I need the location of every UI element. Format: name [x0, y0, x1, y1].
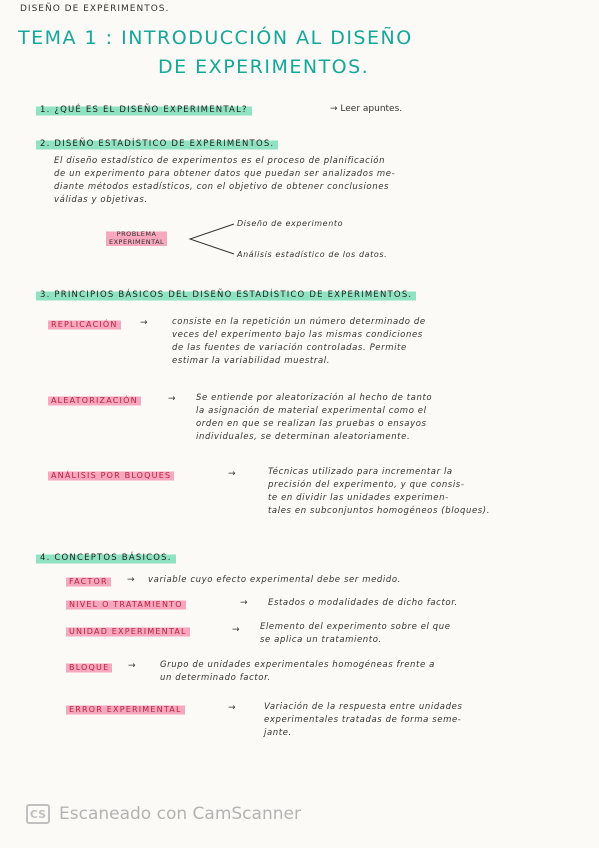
definition-line: precisión del experimento, y que consis- — [268, 480, 465, 490]
definition-line: Elemento del experimento sobre el que — [260, 622, 451, 632]
definition-line: tales en subconjuntos homogéneos (bloques). — [268, 506, 491, 516]
principle-definition — [196, 392, 432, 444]
concept-definition — [148, 574, 401, 587]
section-2-line: válidas y objetivas. — [54, 195, 148, 205]
definition-line: te en dividir las unidades experimen- — [268, 493, 449, 503]
principle-definition — [268, 466, 490, 518]
concept-term: ERROR EXPERIMENTAL — [66, 704, 185, 715]
definition-line: Se entiende por aleatorización al hecho de tanto — [196, 393, 433, 403]
definition-line: estimar la variabilidad muestral. — [172, 356, 331, 366]
page-header: DISEÑO DE EXPERIMENTOS. — [20, 4, 170, 14]
camscanner-logo-icon: CS — [26, 804, 50, 824]
concept-term: FACTOR — [66, 576, 111, 587]
arrow-icon: → — [168, 394, 176, 404]
concept-term: BLOQUE — [66, 662, 112, 673]
principle-term: REPLICACIÓN — [48, 319, 121, 330]
concept-definition — [264, 701, 462, 740]
section-3-heading: 3. PRINCIPIOS BÁSICOS DEL DISEÑO ESTADÍSTICO DE EXPERIMENTOS. — [36, 289, 416, 301]
arrow-icon: → — [228, 703, 236, 713]
principle-definition — [172, 316, 426, 368]
principle-term: ALEATORIZACIÓN — [48, 395, 141, 406]
section-2-line: diante métodos estadísticos, con el objetivo de obtener conclusiones — [54, 182, 390, 192]
arrow-icon: → — [127, 575, 135, 585]
arrow-icon: → — [140, 318, 148, 328]
definition-line: jante. — [264, 728, 292, 738]
page-title-line-2: DE EXPERIMENTOS. — [158, 56, 370, 78]
scanner-watermark — [26, 804, 301, 824]
arrow-icon: → — [228, 469, 236, 479]
diagram-branch-lines — [188, 218, 238, 258]
definition-line: Variación de la respuesta entre unidades — [264, 702, 463, 712]
definition-line: veces del experimento bajo las mismas condiciones — [172, 330, 423, 340]
arrow-icon: → — [240, 598, 248, 608]
definition-line: variable cuyo efecto experimental debe ser medido. — [148, 575, 401, 585]
diagram-branch-2: Análisis estadístico de los datos. — [237, 250, 388, 259]
concept-definition — [260, 621, 451, 647]
definition-line: un determinado factor. — [160, 673, 271, 683]
arrow-icon: → — [128, 661, 136, 671]
diagram-root-line-2: EXPERIMENTAL — [109, 238, 165, 246]
definition-line: consiste en la repetición un número determinado de — [172, 317, 426, 327]
arrow-icon: → — [232, 625, 240, 635]
concept-definition — [268, 597, 458, 610]
concept-term: UNIDAD EXPERIMENTAL — [66, 626, 190, 637]
definition-line: Estados o modalidades de dicho factor. — [268, 598, 458, 608]
section-2-heading: 2. DISEÑO ESTADÍSTICO DE EXPERIMENTOS. — [36, 138, 278, 150]
diagram-branch-1: Diseño de experimento — [237, 219, 344, 228]
definition-line: de las fuentes de variación controladas. Permite — [172, 343, 407, 353]
definition-line: se aplica un tratamiento. — [260, 635, 382, 645]
section-1-note: → Leer apuntes. — [330, 104, 403, 114]
definition-line: la asignación de material experimental como el — [196, 406, 427, 416]
scanner-text: Escaneado con CamScanner — [59, 804, 301, 824]
principle-term: ANÁLISIS POR BLOQUES — [48, 470, 174, 481]
definition-line: Técnicas utilizado para incrementar la — [268, 467, 453, 477]
section-2-paragraph — [54, 155, 554, 207]
section-4-heading: 4. CONCEPTOS BÁSICOS. — [36, 552, 176, 564]
definition-line: individuales, se determinan aleatoriamente. — [196, 432, 411, 442]
section-2-line: El diseño estadístico de experimentos es el proceso de planificación — [54, 156, 386, 166]
section-2-line: de un experimento para obtener datos que puedan ser analizados me- — [54, 169, 396, 179]
concept-definition — [160, 659, 435, 685]
diagram-root-label — [106, 229, 167, 247]
concept-term: NIVEL O TRATAMIENTO — [66, 599, 186, 610]
diagram-root-line-1: PROBLEMA — [116, 230, 157, 238]
definition-line: experimentales tratadas de forma seme- — [264, 715, 462, 725]
page-title-line-1: TEMA 1 : INTRODUCCIÓN AL DISEÑO — [18, 27, 413, 49]
definition-line: Grupo de unidades experimentales homogéneas frente a — [160, 660, 435, 670]
definition-line: orden en que se realizan las pruebas o ensayos — [196, 419, 427, 429]
section-1-heading: 1. ¿QUÉ ES EL DISEÑO EXPERIMENTAL? — [36, 104, 252, 116]
